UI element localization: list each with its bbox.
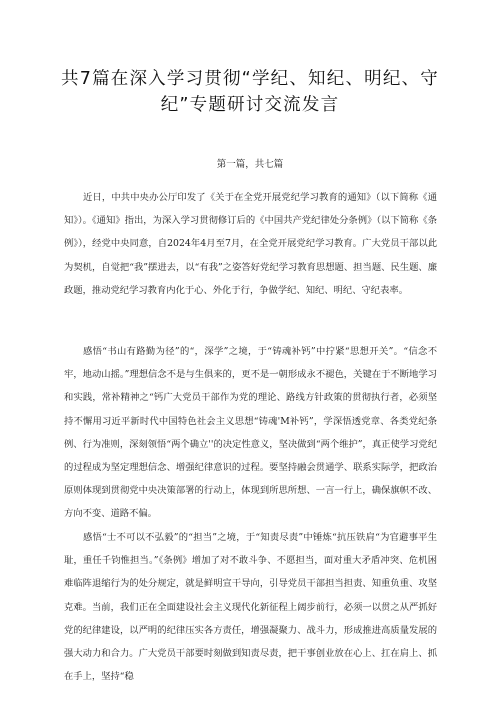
document-title <box>40 66 460 118</box>
title-line-1: 共7篇在深入学习贯彻“学纪、知纪、明纪、守 <box>61 69 439 89</box>
body-paragraph-2: 感悟“书山有路勤为径”的“，深学”之境，于“铸魂补钙”中拧紧“思想开关”。“信念不牢，地动山摇。”理想信念不是与生俱来的，更不是一朝形成永不褪色，关键在于不断地学习和实践，常补精神之“钙广大党员干部作为党的理论、路线方针政策的贯彻执行者，必须坚持不懈用习近平新时代中国特色社会主义思想“铸魂'M补钙”，学深悟透党章、各类党纪条例、行为准则，深刻领悟“两个确立''的决定性意义，坚决做到“两个维护”，真正使学习党纪的过程成为坚定理想信念、增强纪律意识的过程。要坚持融会贯通学、联系实际学，把政治原则体现到贯彻党中央决策部署的行动上，体现到所思所想、一言一行上，确保旗帜不改、方向不变、道路不偏。 <box>64 346 437 520</box>
title-line-2: 纪”专题研讨交流发言 <box>160 95 340 115</box>
body-paragraph-1: 近日，中共中央办公厅印发了《关于在全党开展党纪学习教育的通知》（以下简称《通知》）。《通知》指出，为深入学习贯彻修订后的《中国共产党纪律处分条例》（以下简称《条例》），经党中央同意，自2024年4月至7月，在全党开展党纪学习教育。广大党员干部以此为契机，自觉把“我”摆进去，以“有我”之姿答好党纪学习教育思想题、担当题、民生题、廉政题，推动党纪学习教育内化于心、外化于行，争做学纪、知纪、明纪、守纪表率。 <box>64 192 437 296</box>
section-subtitle: 第一篇，共七篇 <box>216 159 284 170</box>
body-paragraph-3: 感悟“士不可以不弘毅”的“担当”之境，于“知责尽责”中锤炼“抗压铁肩“为官避事平生耻，重任千钧惟担当。”《条例》增加了对不敢斗争、不愿担当，面对重大矛盾冲突、危机困难临阵退缩行为的处分规定，就是鲜明宣干导向，引导党员干部担当担责、知重负重、攻坚克难。当前，我们正在全面建设社会主义现代化新征程上阔步前行，必须一以贯之从严抓好党的纪律建设，以严明的纪律压实各方责任，增强凝聚力、战斗力，形成推进高质量发展的强大动力和合力。广大党员干部要时刻做到知责尽责，把干事创业放在心上、扛在肩上、抓在手上，坚持“稳 <box>64 532 437 683</box>
